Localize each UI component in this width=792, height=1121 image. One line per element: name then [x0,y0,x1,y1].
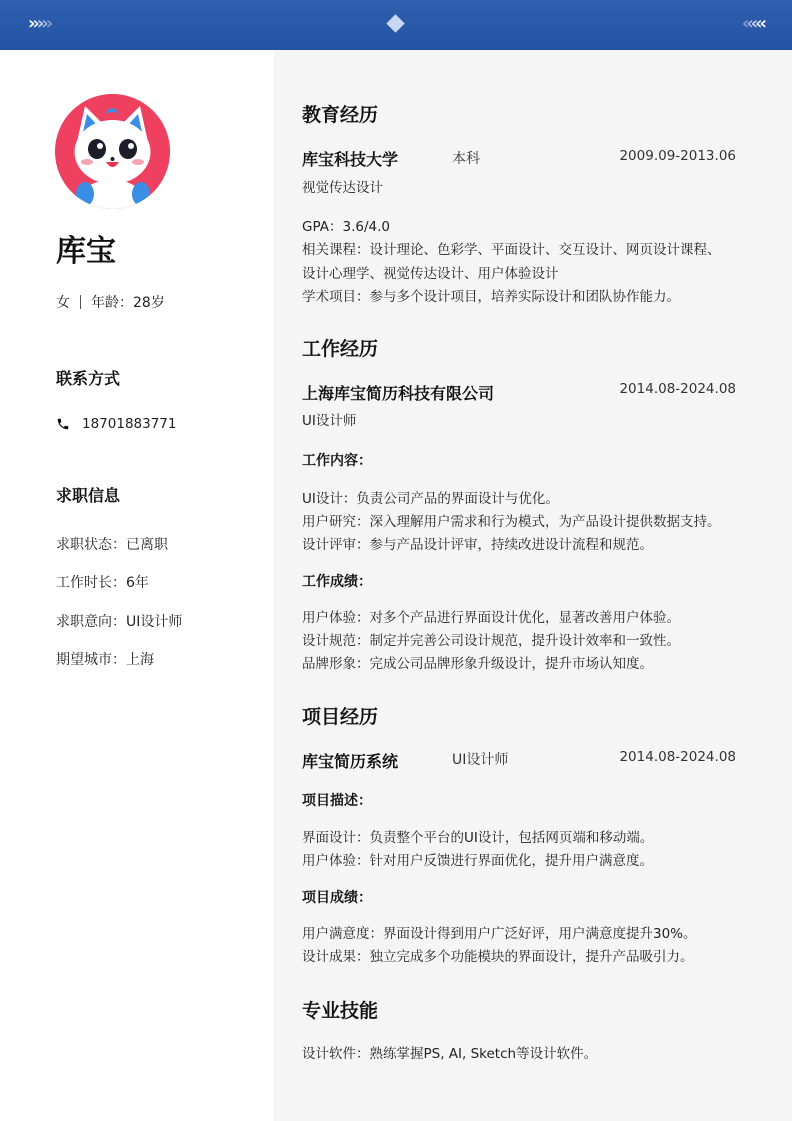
skills-software: 设计软件：熟练掌握PS, AI, Sketch等设计软件。 [302,1046,598,1062]
work-achievement-item: 品牌形象：完成公司品牌形象升级设计，提升市场认知度。 [302,656,653,672]
header-bar [0,0,792,50]
work-content-item: 用户研究：深入理解用户需求和行为模式，为产品设计提供数据支持。 [302,514,721,530]
divider [80,295,81,309]
contact-title: 联系方式 [56,369,121,388]
avatar [55,94,170,209]
work-content-item: UI设计：负责公司产品的界面设计与优化。 [302,491,559,507]
courses-line-1: 相关课程：设计理论、色彩学、平面设计、交互设计、网页设计课程、 [302,242,721,258]
job-info-title: 求职信息 [56,486,121,505]
basic-info [56,292,165,312]
phone-number: 18701883771 [82,416,177,432]
school-name: 库宝科技大学 [302,150,399,169]
project-period: 2014.08-2024.08 [619,749,736,765]
project-name: 库宝简历系统 [302,752,399,771]
cat-mascot-icon [55,94,170,209]
project-desc-item: 用户体验：针对用户反馈进行界面优化，提升用户满意度。 [302,853,653,869]
degree: 本科 [452,151,480,167]
project-result-item: 用户满意度：界面设计得到用户广泛好评，用户满意度提升30%。 [302,926,697,942]
skills-title: 专业技能 [302,1000,379,1022]
work-content-item: 设计评审：参与产品设计评审，持续改进设计流程和规范。 [302,537,653,553]
work-achievements-title: 工作成绩： [302,574,372,590]
work-content-title: 工作内容： [302,453,372,469]
project-result-item: 设计成果：独立完成多个功能模块的界面设计，提升产品吸引力。 [302,949,694,965]
job-intent: 求职意向：UI设计师 [56,614,183,630]
diamond-decoration [386,14,404,32]
education-title: 教育经历 [302,104,379,126]
phone-icon [56,417,70,431]
company-name: 上海库宝简历科技有限公司 [302,384,495,403]
project-role: UI设计师 [452,752,509,768]
work-period: 2014.08-2024.08 [619,381,736,397]
education-period: 2009.09-2013.06 [619,148,736,164]
work-achievement-item: 用户体验：对多个产品进行界面设计优化，显著改善用户体验。 [302,610,680,626]
courses-line-2: 设计心理学、视觉传达设计、用户体验设计 [302,266,559,282]
work-title: 工作经历 [302,338,379,360]
chevrons-left-decoration: ‹‹‹‹‹ [741,13,764,34]
phone-row [56,416,176,432]
project-desc-title: 项目描述： [302,793,372,809]
gender-text: 女 [56,295,70,311]
age-text: 年龄：28岁 [91,295,165,311]
work-achievement-item: 设计规范：制定并完善公司设计规范，提升设计效率和一致性。 [302,633,680,649]
work-position: UI设计师 [302,413,357,429]
job-status: 求职状态：已离职 [56,537,168,553]
project-desc-item: 界面设计：负责整个平台的UI设计，包括网页端和移动端。 [302,830,654,846]
candidate-name: 库宝 [56,234,116,269]
project-title: 项目经历 [302,706,379,728]
major: 视觉传达设计 [302,180,383,196]
academic-projects: 学术项目：参与多个设计项目，培养实际设计和团队协作能力。 [302,289,680,305]
work-years: 工作时长：6年 [56,575,149,591]
gpa: GPA：3.6/4.0 [302,219,390,235]
chevrons-right-decoration: ››››› [28,13,51,34]
expected-city: 期望城市：上海 [56,652,154,668]
project-result-title: 项目成绩： [302,890,372,906]
